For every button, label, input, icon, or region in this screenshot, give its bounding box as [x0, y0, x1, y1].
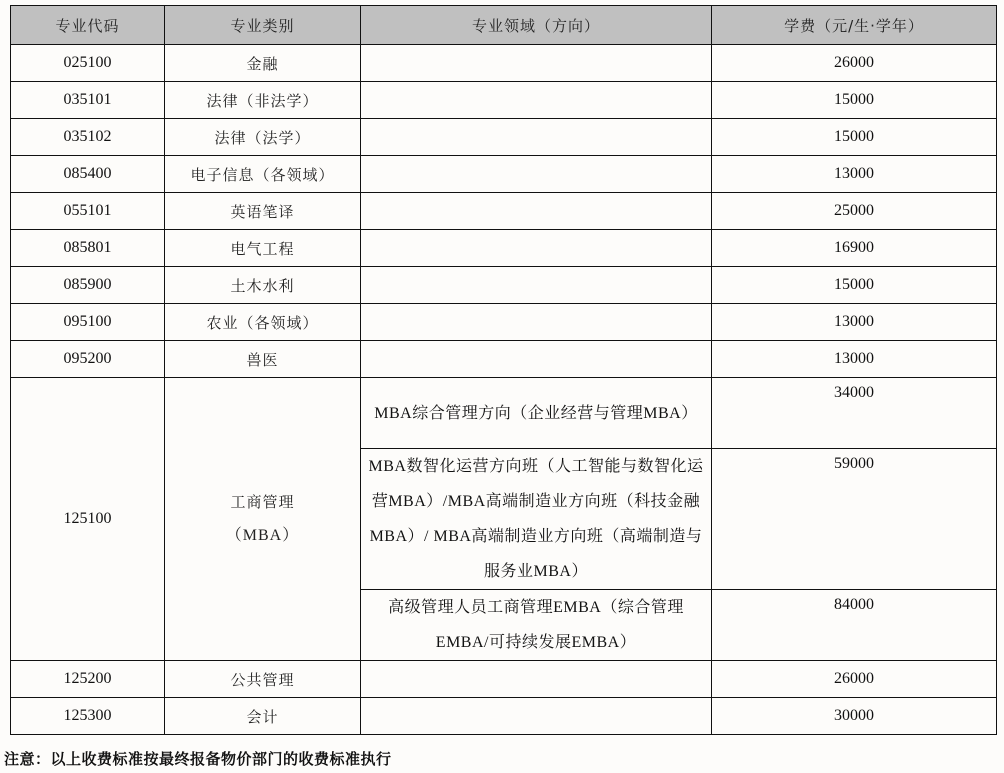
table-row: [11, 267, 997, 304]
major-category: 公共管理: [165, 661, 361, 698]
tuition-fee: 13000: [712, 156, 997, 193]
tuition-fee: 25000: [712, 193, 997, 230]
table-row: [11, 45, 997, 82]
tuition-fee: 15000: [712, 82, 997, 119]
major-code: 085801: [11, 230, 165, 267]
major-category: 农业（各领域）: [165, 304, 361, 341]
major-code: 125200: [11, 661, 165, 698]
major-direction: [361, 156, 712, 193]
major-category: 法律（非法学）: [165, 82, 361, 119]
major-direction: [361, 304, 712, 341]
table-row: [11, 193, 997, 230]
tuition-fee: 15000: [712, 119, 997, 156]
table-row: [11, 341, 997, 378]
mba-direction-digital-manufacturing: MBA数智化运营方向班（人工智能与数智化运营MBA）/MBA高端制造业方向班（科技金融MBA）/ MBA高端制造业方向班（高端制造与服务业MBA）: [361, 449, 712, 590]
major-direction: [361, 82, 712, 119]
header-major-direction: 专业领域（方向）: [361, 6, 712, 45]
table-row: [11, 119, 997, 156]
major-code: 085900: [11, 267, 165, 304]
major-code: 055101: [11, 193, 165, 230]
major-code: 035102: [11, 119, 165, 156]
tuition-fee-mba-general: 34000: [712, 378, 997, 449]
major-category: 英语笔译: [165, 193, 361, 230]
header-tuition-fee: 学费（元/生·学年）: [712, 6, 997, 45]
major-direction: [361, 230, 712, 267]
major-category-mba: [165, 378, 361, 661]
table-row: [11, 698, 997, 735]
tuition-fee: 13000: [712, 304, 997, 341]
major-category: 会计: [165, 698, 361, 735]
major-code: 095200: [11, 341, 165, 378]
tuition-fee: 26000: [712, 45, 997, 82]
tuition-fee-table: [10, 5, 997, 735]
major-code: 035101: [11, 82, 165, 119]
mba-direction-emba: 高级管理人员工商管理EMBA（综合管理EMBA/可持续发展EMBA）: [361, 590, 712, 661]
major-code: 095100: [11, 304, 165, 341]
table-row: [11, 304, 997, 341]
table-row: [11, 82, 997, 119]
major-category: 法律（法学）: [165, 119, 361, 156]
tuition-fee: 26000: [712, 661, 997, 698]
tuition-fee: 16900: [712, 230, 997, 267]
major-category: 金融: [165, 45, 361, 82]
tuition-fee: 30000: [712, 698, 997, 735]
mba-category-line2: （MBA）: [225, 527, 300, 544]
major-code: 085400: [11, 156, 165, 193]
tuition-fee-mba-digital: 59000: [712, 449, 997, 590]
tuition-fee: 13000: [712, 341, 997, 378]
mba-direction-general: MBA综合管理方向（企业经营与管理MBA）: [361, 378, 712, 449]
table-row-mba: [11, 378, 997, 449]
major-category: 电气工程: [165, 230, 361, 267]
tuition-fee-emba: 84000: [712, 590, 997, 661]
major-direction: [361, 119, 712, 156]
table-header-row: [11, 6, 997, 45]
major-code-mba: 125100: [11, 378, 165, 661]
major-code: 025100: [11, 45, 165, 82]
header-major-category: 专业类别: [165, 6, 361, 45]
major-direction: [361, 661, 712, 698]
tuition-fee: 15000: [712, 267, 997, 304]
major-category: 兽医: [165, 341, 361, 378]
table-row: [11, 230, 997, 267]
major-direction: [361, 267, 712, 304]
major-direction: [361, 193, 712, 230]
major-direction: [361, 698, 712, 735]
major-direction: [361, 45, 712, 82]
major-direction: [361, 341, 712, 378]
table-row: [11, 156, 997, 193]
header-major-code: 专业代码: [11, 6, 165, 45]
major-category: 土木水利: [165, 267, 361, 304]
table-row: [11, 661, 997, 698]
mba-category-line1: 工商管理: [230, 493, 295, 511]
major-code: 125300: [11, 698, 165, 735]
major-category: 电子信息（各领域）: [165, 156, 361, 193]
fee-standard-note: 注意：以上收费标准按最终报备物价部门的收费标准执行: [4, 750, 392, 768]
